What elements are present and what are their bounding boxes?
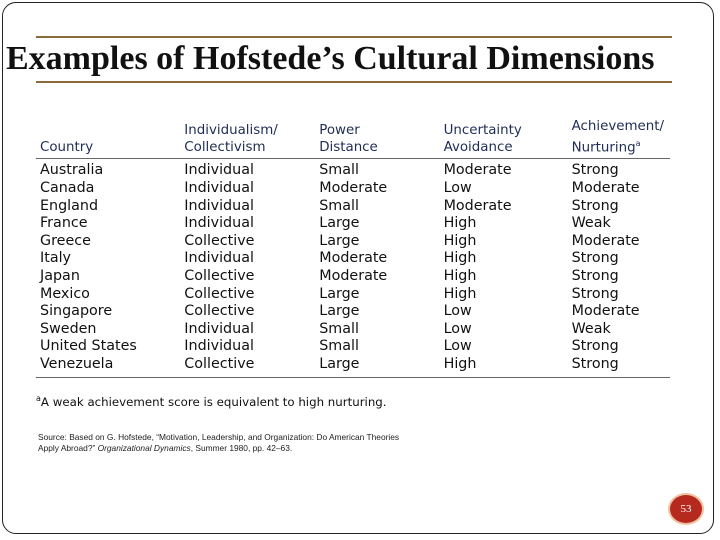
column-header-label: Collectivism <box>184 140 266 156</box>
dimension-cell: Moderate <box>443 162 512 179</box>
dimension-cell: Low <box>443 303 472 320</box>
country-cell: United States <box>40 338 137 355</box>
column-header-label: Avoidance <box>443 140 513 156</box>
dimension-cell: High <box>443 232 477 249</box>
country-cell: Canada <box>40 180 95 197</box>
country-cell: Sweden <box>40 320 97 337</box>
dimension-cell: Individual <box>184 250 254 267</box>
column-header-line2 <box>572 135 670 156</box>
country-cell: Italy <box>40 250 72 267</box>
column-header-line2 <box>184 139 315 156</box>
dimension-cell: Large <box>319 285 360 302</box>
dimension-cell: Moderate <box>571 303 640 320</box>
dimension-cell: Moderate <box>319 268 388 285</box>
footnote-marker: a <box>36 394 41 403</box>
table-row <box>36 356 670 377</box>
slide-title: Examples of Hofstede’s Cultural Dimensions <box>6 40 655 77</box>
column-header-label: Distance <box>319 140 378 156</box>
table-header-row <box>36 118 670 159</box>
country-cell: England <box>40 197 99 214</box>
country-cell: Venezuela <box>40 356 114 372</box>
column-header-line1: Achievement/ <box>571 119 665 134</box>
table-row <box>36 286 670 304</box>
dimension-cell: Low <box>443 180 472 197</box>
footnote <box>36 394 676 409</box>
dimension-cell: Weak <box>571 215 611 232</box>
title-rule-bottom <box>36 81 672 83</box>
column-header <box>315 118 439 159</box>
dimensions-table <box>36 118 670 378</box>
table-row <box>36 215 670 233</box>
column-header-line1: Uncertainty <box>443 123 522 139</box>
dimension-cell: High <box>443 268 477 285</box>
dimension-cell: Large <box>319 232 360 249</box>
dimension-cell: Small <box>319 197 359 214</box>
source-prefix: Source: Based on G. Hofstede, “Motivation, Leadership, and Organization: Do American Theories Apply Abroad?” <box>38 432 400 453</box>
dimension-cell: Individual <box>184 338 254 355</box>
country-cell: Mexico <box>40 285 90 302</box>
dimension-cell: Strong <box>571 356 619 372</box>
dimension-cell: High <box>443 356 477 372</box>
dimension-cell: High <box>443 285 477 302</box>
country-cell: Japan <box>40 268 80 285</box>
table-row <box>36 159 670 180</box>
dimension-cell: Moderate <box>571 180 640 197</box>
source-citation <box>38 432 418 454</box>
table-row <box>36 198 670 216</box>
page-number-badge <box>668 493 704 525</box>
dimension-cell: Strong <box>571 250 619 267</box>
country-cell: Singapore <box>40 303 113 320</box>
dimension-cell: Low <box>443 320 472 337</box>
country-cell: Greece <box>40 232 91 249</box>
dimension-cell: Individual <box>184 162 254 179</box>
dimension-cell: Small <box>319 338 359 355</box>
dimension-cell: Large <box>319 215 360 232</box>
table-row <box>36 233 670 251</box>
table-row <box>36 250 670 268</box>
footnote-text: A weak achievement score is equivalent to high nurturing. <box>40 394 387 409</box>
dimension-cell: High <box>443 250 477 267</box>
column-header <box>440 118 568 159</box>
table-row <box>36 180 670 198</box>
source-suffix: , Summer 1980, pp. 42–63. <box>190 443 293 453</box>
column-header-line1 <box>40 122 180 139</box>
dimension-cell: Collective <box>184 356 255 372</box>
dimension-cell: Collective <box>184 268 255 285</box>
dimension-cell: Collective <box>184 303 255 320</box>
dimension-cell: Large <box>319 356 360 372</box>
column-header <box>568 118 670 159</box>
country-cell: France <box>40 215 88 232</box>
country-cell: Australia <box>40 162 104 179</box>
column-header <box>36 118 180 159</box>
page-number: 53 <box>680 503 692 515</box>
dimension-cell: Small <box>319 320 359 337</box>
dimension-cell: Individual <box>184 197 254 214</box>
table-row <box>36 321 670 339</box>
source-journal: Organizational Dynamics <box>97 443 191 453</box>
dimension-cell: Moderate <box>443 197 512 214</box>
column-header-label: Nurturing <box>571 140 636 156</box>
dimension-cell: Small <box>319 162 359 179</box>
dimension-cell: Large <box>319 303 360 320</box>
table-row <box>36 268 670 286</box>
column-header-label: Country <box>40 140 94 156</box>
dimension-cell: Moderate <box>319 180 388 197</box>
dimension-cell: Weak <box>571 320 611 337</box>
dimension-cell: Strong <box>571 162 619 179</box>
column-header-line2 <box>40 139 180 156</box>
dimension-cell: Strong <box>571 285 619 302</box>
column-header-line1: Individualism/ <box>184 123 278 139</box>
dimension-cell: Low <box>443 338 472 355</box>
dimension-cell: Individual <box>184 215 254 232</box>
footnote-ref: a <box>635 139 641 148</box>
dimension-cell: Individual <box>184 320 254 337</box>
dimension-cell: Individual <box>184 180 254 197</box>
dimension-cell: Strong <box>571 197 619 214</box>
dimension-cell: Strong <box>571 268 619 285</box>
dimensions-table-container <box>36 118 670 378</box>
table-row <box>36 338 670 356</box>
dimension-cell: Moderate <box>319 250 388 267</box>
dimension-cell: Collective <box>184 285 255 302</box>
table-row <box>36 303 670 321</box>
dimension-cell: Strong <box>571 338 619 355</box>
column-header-line2 <box>319 139 439 156</box>
column-header <box>180 118 315 159</box>
column-header-line2 <box>444 139 568 156</box>
table-body <box>36 159 670 377</box>
dimension-cell: Collective <box>184 232 255 249</box>
column-header-line1: Power <box>319 123 360 139</box>
dimension-cell: High <box>443 215 477 232</box>
dimension-cell: Moderate <box>571 232 640 249</box>
